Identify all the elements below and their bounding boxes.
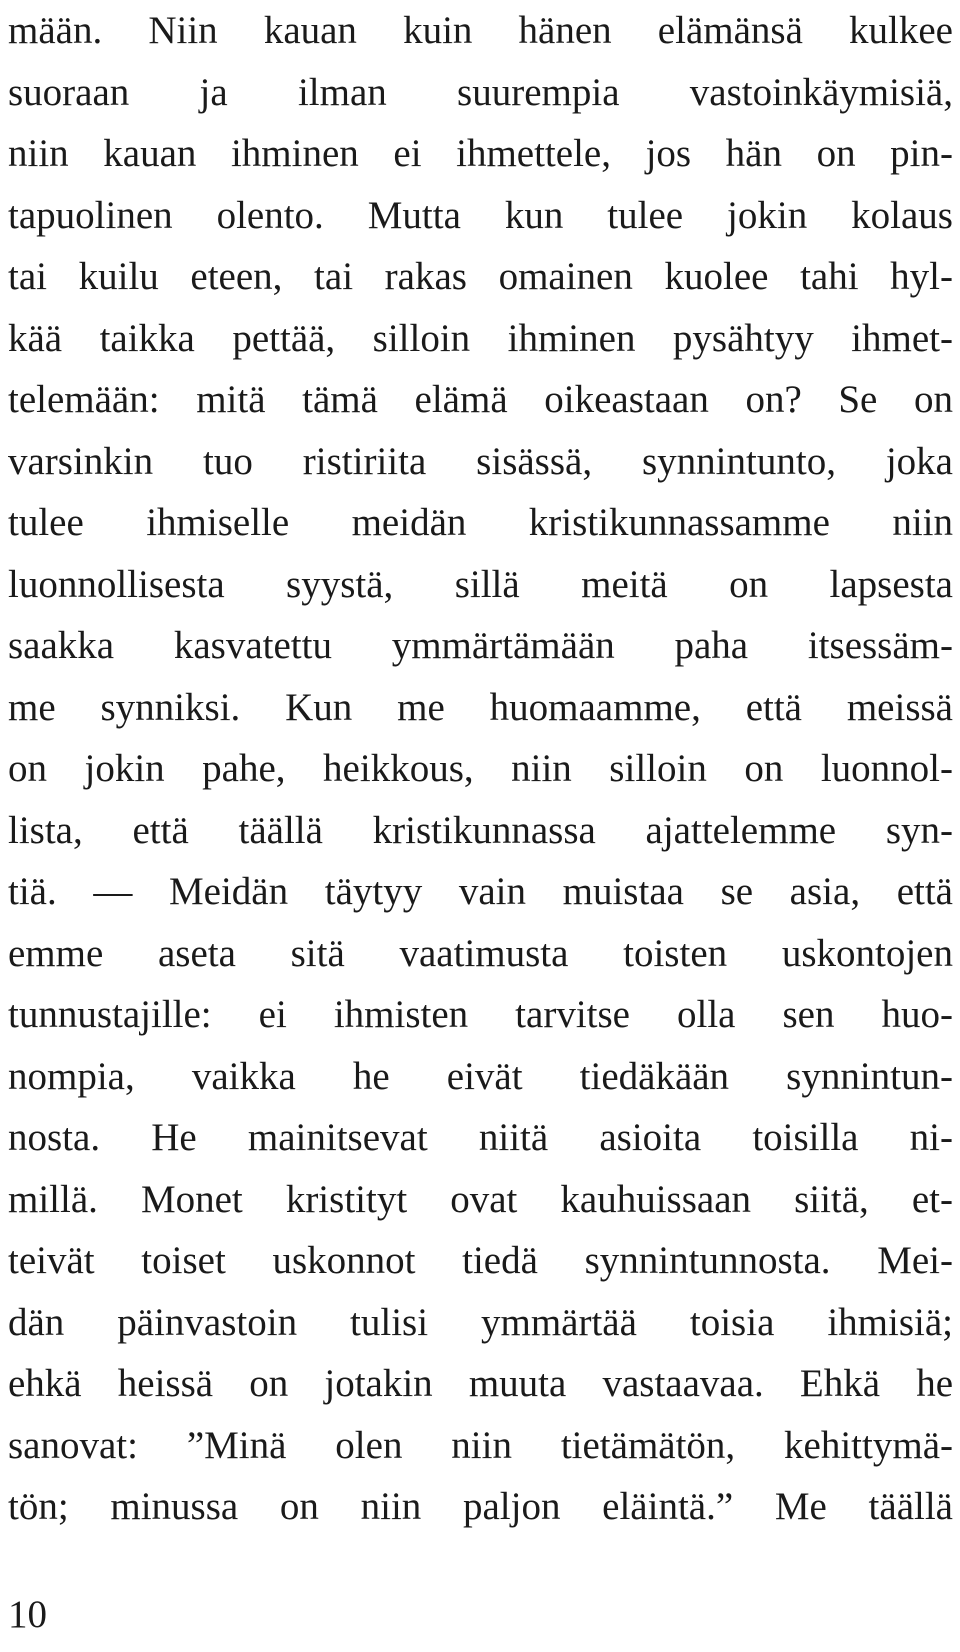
text-line: suoraan ja ilman suurempia vastoinkäymisiä, [8,70,953,114]
text-line: teivät toiset uskonnot tiedä synnintunnosta. Mei- [8,1239,953,1282]
text-line: tapuolinen olento. Mutta kun tulee jokin kolaus [8,193,953,237]
text-line: tön; minussa on niin paljon eläintä.” Me täällä [8,1485,953,1528]
text-line: nompia, vaikka he eivät tiedäkään synnintun- [8,1054,953,1098]
text-line: varsinkin tuo ristiriita sisässä, synnintunto, joka [8,439,953,483]
text-line: nosta. He mainitsevat niitä asioita toisilla ni- [8,1116,953,1159]
text-line: tiä. — Meidän täytyy vain muistaa se asia, että [8,870,953,913]
text-line: tulee ihmiselle meidän kristikunnassamme niin [8,501,953,544]
text-line: dän päinvastoin tulisi ymmärtää toisia ihmisiä; [8,1300,953,1344]
body-text [8,0,953,1538]
text-line: saakka kasvatettu ymmärtämään paha itsessäm- [8,624,953,667]
text-line: luonnollisesta syystä, sillä meitä on lapsesta [8,562,953,606]
text-line: on jokin pahe, heikkous, niin silloin on luonnol- [8,747,953,790]
text-line: tunnustajille: ei ihmisten tarvitse olla sen huo- [8,993,953,1036]
text-line: sanovat: ”Minä olen niin tietämätön, kehittymä- [8,1423,953,1467]
text-line: mään. Niin kauan kuin hänen elämänsä kulkee [8,9,953,52]
text-line: kää taikka pettää, silloin ihminen pysähtyy ihmet- [8,316,953,360]
page-number: 10 [8,1593,47,1636]
text-line: telemään: mitä tämä elämä oikeastaan on? Se on [8,378,953,421]
text-line: emme aseta sitä vaatimusta toisten uskontojen [8,931,953,975]
text-line: tai kuilu eteen, tai rakas omainen kuolee tahi hyl- [8,255,953,298]
text-line: lista, että täällä kristikunnassa ajattelemme syn- [8,808,953,852]
text-line: me synniksi. Kun me huomaamme, että meissä [8,685,953,729]
text-line: ehkä heissä on jotakin muuta vastaavaa. Ehkä he [8,1362,953,1405]
text-line: niin kauan ihminen ei ihmettele, jos hän on pin- [8,132,953,175]
text-line: millä. Monet kristityt ovat kauhuissaan siitä, et- [8,1177,953,1221]
